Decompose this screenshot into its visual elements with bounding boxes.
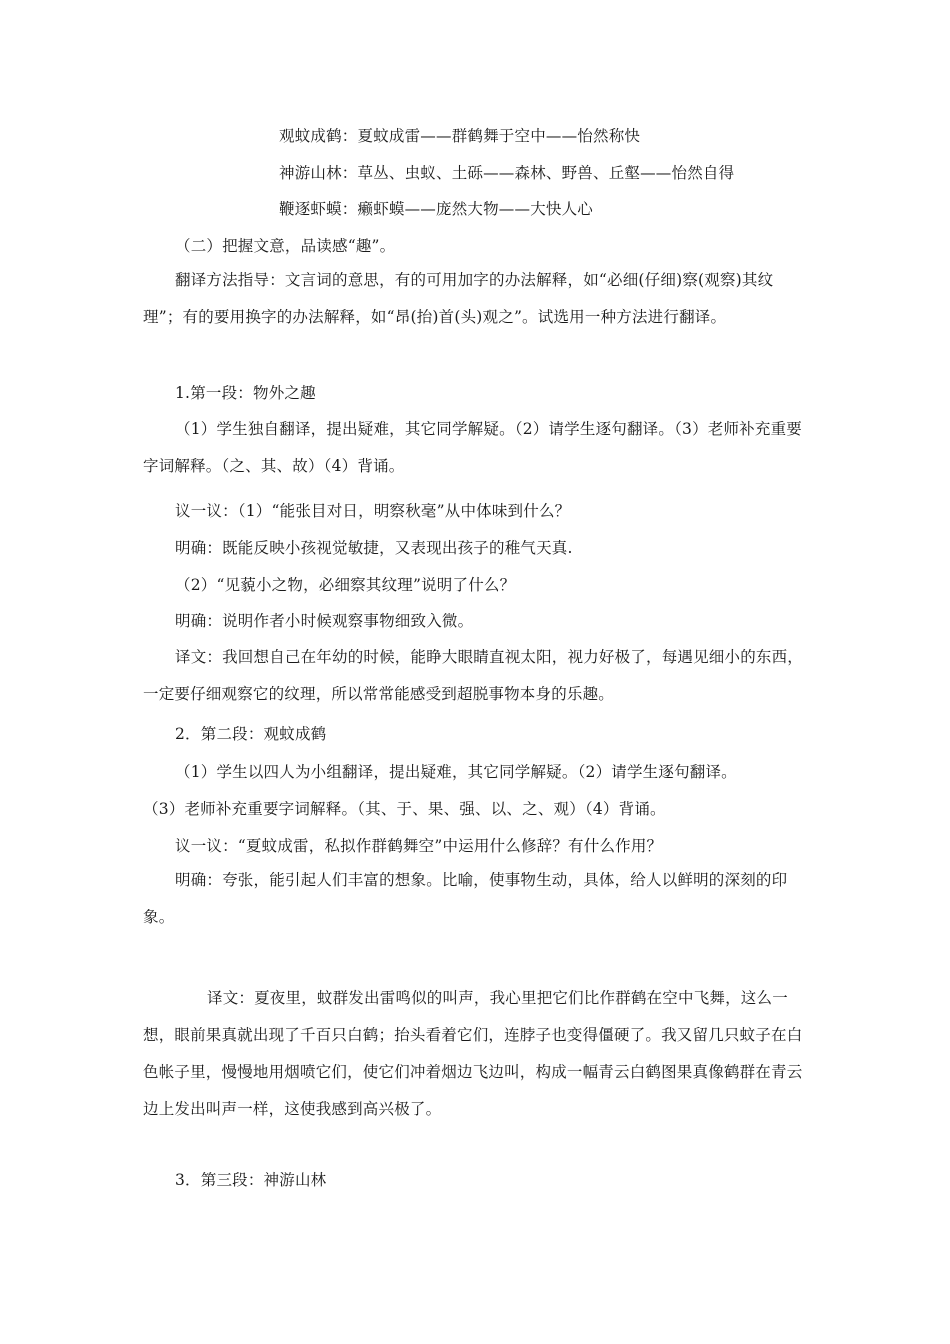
discussion-one-answer: 明确：既能反映小孩视觉敏捷，又表现出孩子的稚气天真.: [175, 539, 573, 557]
paragraph-two-translation: 译文：夏夜里，蚊群发出雷鸣似的叫声，我心里把它们比作群鹤在空中飞舞，这么一想，眼前果真就出现了千百只白鹤；抬头看着它们，连脖子也变得僵硬了。我又留几只蚊子在白色帐子里，慢慢地用烟喷它们，使它们冲着烟边飞边叫，构成一幅青云白鹤图果真像鹤群在青云边上发出叫声一样，这使我感到高兴极了。: [143, 989, 803, 1118]
discussion-two-question: （2）“见藐小之物，必细察其纹理”说明了什么？: [175, 576, 516, 594]
discussion-three-answer: 明确：夸张，能引起人们丰富的想象。比喻，使事物生动，具体，给人以鲜明的深刻的印象。: [143, 871, 788, 926]
discussion-one-question: 议一议：（1）“能张目对日，明察秋毫”从中体味到什么？: [175, 502, 571, 520]
paragraph-one-steps: （1）学生独自翻译，提出疑难，其它同学解疑。（2）请学生逐句翻译。（3）老师补充重要字词解释。（之、其、故）（4）背诵。: [143, 420, 802, 475]
summary-line-mountain-forest: 神游山林：草丛、虫蚁、土砾——森林、野兽、丘壑——怡然自得: [279, 164, 735, 182]
paragraph-two-steps-line2: （3）老师补充重要字词解释。（其、于、果、强、以、之、观）（4）背诵。: [143, 800, 666, 818]
discussion-two-answer: 明确：说明作者小时候观察事物细致入微。: [175, 612, 474, 630]
summary-line-mosquito-crane: 观蚊成鹤：夏蚊成雷——群鹤舞于空中——怡然称快: [279, 127, 641, 145]
section-heading-two: （二）把握文意，品读感“趣”。: [175, 237, 396, 255]
summary-line-toad: 鞭逐虾蟆：癞虾蟆——庞然大物——大快人心: [279, 200, 594, 218]
paragraph-three-heading: 3．第三段：神游山林: [175, 1171, 327, 1189]
paragraph-one-translation: 译文：我回想自己在年幼的时候，能睁大眼睛直视太阳，视力好极了，每遇见细小的东西，一定要仔细观察它的纹理，所以常常能感受到超脱事物本身的乐趣。: [143, 648, 804, 703]
discussion-three-question: 议一议：“夏蚊成雷，私拟作群鹤舞空”中运用什么修辞？有什么作用？: [175, 837, 663, 855]
paragraph-two-steps-line1: （1）学生以四人为小组翻译，提出疑难，其它同学解疑。（2）请学生逐句翻译。: [175, 763, 737, 781]
translation-method-paragraph: 翻译方法指导：文言词的意思，有的可用加字的办法解释，如“必细(仔细)察(观察)其纹理”；有的要用换字的办法解释，如“昂(抬)首(头)观之”。试选用一种方法进行翻译。: [143, 271, 774, 326]
paragraph-two-heading: 2．第二段：观蚊成鹤: [175, 725, 327, 743]
paragraph-one-heading: 1.第一段：物外之趣: [175, 384, 316, 402]
